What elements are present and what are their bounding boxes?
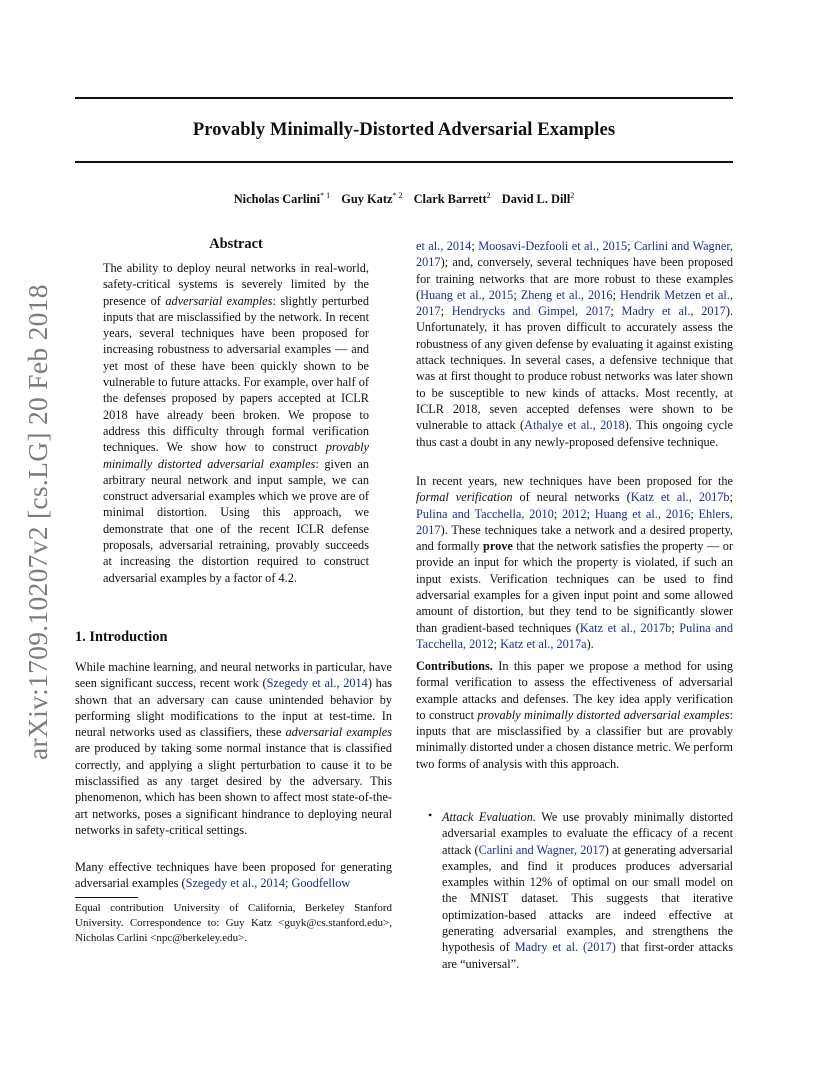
citation-link[interactable]: et al., 2014 bbox=[416, 239, 472, 253]
citation-link[interactable]: Katz et al., 2017a bbox=[500, 636, 587, 651]
footnote-rule bbox=[75, 897, 138, 898]
citation-link[interactable]: Hendrycks and Gimpel, 2017 bbox=[451, 304, 611, 319]
title-bottom-rule bbox=[75, 161, 733, 163]
citation-link[interactable]: Hendrik Metzen et al., 2017 bbox=[416, 287, 733, 319]
citation-link[interactable]: Pulina and Tacchella, 2012 bbox=[416, 620, 733, 651]
bullet-item-attack-evaluation: Attack Evaluation. We use provably minimally distorted adversarial examples to evaluate the efficacy of a recent attack (Carlini and Wagner, 2017) at generating adversarial examples, and find it produces produces adversarial examples within 12% of optimal on our small model on the MNIST dataset. This suggests that iterative optimization-based attacks are indeed effective at generating adversarial examples, and strengthens the hypothesis of Madry et al. (2017) that first-order attacks are “universal”. bbox=[442, 810, 734, 971]
body-paragraph: et al., 2014; Moosavi-Dezfooli et al., 2015; Carlini and Wagner, 2017); and, conversely, several techniques have been proposed for training networks that are more robust to these examples (Huang et al., 2015; Zheng et al., 2016; Hendrik Metzen et al., 2017; Hendrycks and Gimpel, 2017; Madry et al., 2017). Unfortunately, it has proven difficult to accurately assess the robustness of any given defense by evaluating it against existing attack techniques. In several cases, a defensive technique that was at first thought to produce robust networks was later shown to be susceptible to new kinds of attacks. Most recently, at ICLR 2018, seven accepted defenses were shown to be vulnerable to attack (Athalye et al., 2018). This ongoing cycle thus cast a doubt in any newly-proposed defensive technique. bbox=[416, 239, 734, 449]
intro-paragraph: Many effective techniques have been proposed for generating adversarial examples (Szegedy et al., 2014; Goodfellow bbox=[75, 860, 392, 891]
citation-link[interactable]: 2012 bbox=[562, 506, 587, 521]
citation-link[interactable]: Huang et al., 2016 bbox=[594, 506, 691, 521]
author: Nicholas Carlini$^{* 1}$ bbox=[233, 191, 331, 206]
citation-link[interactable]: Carlini and Wagner, 2017 bbox=[478, 842, 605, 857]
citation-link[interactable]: Goodfellow bbox=[291, 876, 351, 891]
author: Clark Barrett$^2$ bbox=[413, 191, 491, 206]
author: Guy Katz$^{* 2}$ bbox=[341, 191, 403, 206]
paper-title: Provably Minimally-Distorted Adversarial Examples bbox=[192, 120, 616, 140]
abstract-heading: Abstract bbox=[209, 236, 263, 252]
citation-link[interactable]: Madry et al. (2017) bbox=[514, 940, 616, 955]
citation-link[interactable]: Athalye et al., 2018 bbox=[524, 418, 625, 433]
citation-link[interactable]: Katz et al., 2017b bbox=[579, 620, 672, 635]
citation-link[interactable]: Zheng et al., 2016 bbox=[520, 287, 613, 302]
bullet-icon: • bbox=[428, 808, 433, 822]
footnote: Equal contribution University of California, Berkeley Stanford University. Correspondence to: Guy Katz <guyk@cs.stanford.edu>, Nicholas Carlini <npc@berkeley.edu>. bbox=[75, 902, 392, 944]
author-list bbox=[75, 191, 733, 207]
citation-link[interactable]: Madry et al., 2017 bbox=[621, 304, 726, 319]
citation-link[interactable]: Katz et al., 2017b bbox=[630, 490, 730, 505]
author: David L. Dill$^2$ bbox=[501, 191, 575, 206]
intro-paragraph: While machine learning, and neural networks in particular, have seen significant success, recent work (Szegedy et al., 2014) has shown that an adversary can cause unintended behavior by performing slight modifications to the input at test-time. In neural networks used as classifiers, these adversarial examples are produced by taking some normal instance that is classified correctly, and applying a slight perturbation to cause it to be misclassified as any target desired by the adversary. This phenomenon, which has been shown to affect most state-of-the-art networks, poses a significant hindrance to deploying neural networks in safety-critical settings. bbox=[75, 660, 393, 837]
citation-link[interactable]: Huang et al., 2015 bbox=[420, 287, 514, 302]
abstract-body: The ability to deploy neural networks in real-world, safety-critical systems is severely limited by the presence of adversarial examples: slightly perturbed inputs that are misclassified by the network. In recent years, several techniques have been proposed for increasing robustness to adversarial examples — and yet most of these have been quickly shown to be vulnerable to future attacks. For example, over half of the defenses proposed by papers accepted at ICLR 2018 have already been broken. We propose to address this difficulty through formal verification techniques. We show how to construct provably minimally distorted adversarial examples: given an arbitrary neural network and input sample, we can construct adversarial examples which we prove are of minimal distortion. Using this approach, we demonstrate that one of the recent ICLR defense proposals, adversarial retraining, provably succeeds at increasing the distortion required to construct adversarial examples by a factor of 4.2. bbox=[103, 261, 370, 585]
section-heading-introduction: 1. Introduction bbox=[75, 629, 168, 645]
citation-link[interactable]: Carlini and Wagner, 2017 bbox=[416, 239, 733, 270]
citation-link[interactable]: Szegedy et al., 2014 bbox=[185, 876, 285, 891]
citation-link[interactable]: Szegedy et al., 2014 bbox=[266, 676, 368, 691]
contributions-paragraph: Contributions. In this paper we propose a method for using formal verification to assess the effectiveness of adversarial example attacks and defenses. The key idea apply verification to construct provably minimally distorted adversarial examples: inputs that are misclassified by a classifier but are provably minimally distorted under a chosen distance metric. We perform two forms of analysis with this approach. bbox=[416, 659, 733, 771]
citation-link[interactable]: Moosavi-Dezfooli et al., 2015 bbox=[478, 239, 628, 253]
citation-link[interactable]: Pulina and Tacchella, 2010 bbox=[416, 506, 554, 521]
arxiv-stamp: arXiv:1709.10207v2 [cs.LG] 20 Feb 2018 bbox=[22, 284, 53, 760]
citation-link[interactable]: Ehlers, 2017 bbox=[416, 506, 733, 537]
body-paragraph: In recent years, new techniques have been proposed for the formal verification of neural networks (Katz et al., 2017b; Pulina and Tacchella, 2010; 2012; Huang et al., 2016; Ehlers, 2017). These techniques take a network and a desired property, and formally prove that the network satisfies the property — or provide an input for which the property is violated, if such an input exists. Verification techniques can be used to find adversarial examples for a given input point and some allowed amount of distortion, but they tend to be significantly slower than gradient-based techniques (Katz et al., 2017b; Pulina and Tacchella, 2012; Katz et al., 2017a). bbox=[416, 474, 733, 651]
top-rule bbox=[75, 97, 733, 99]
